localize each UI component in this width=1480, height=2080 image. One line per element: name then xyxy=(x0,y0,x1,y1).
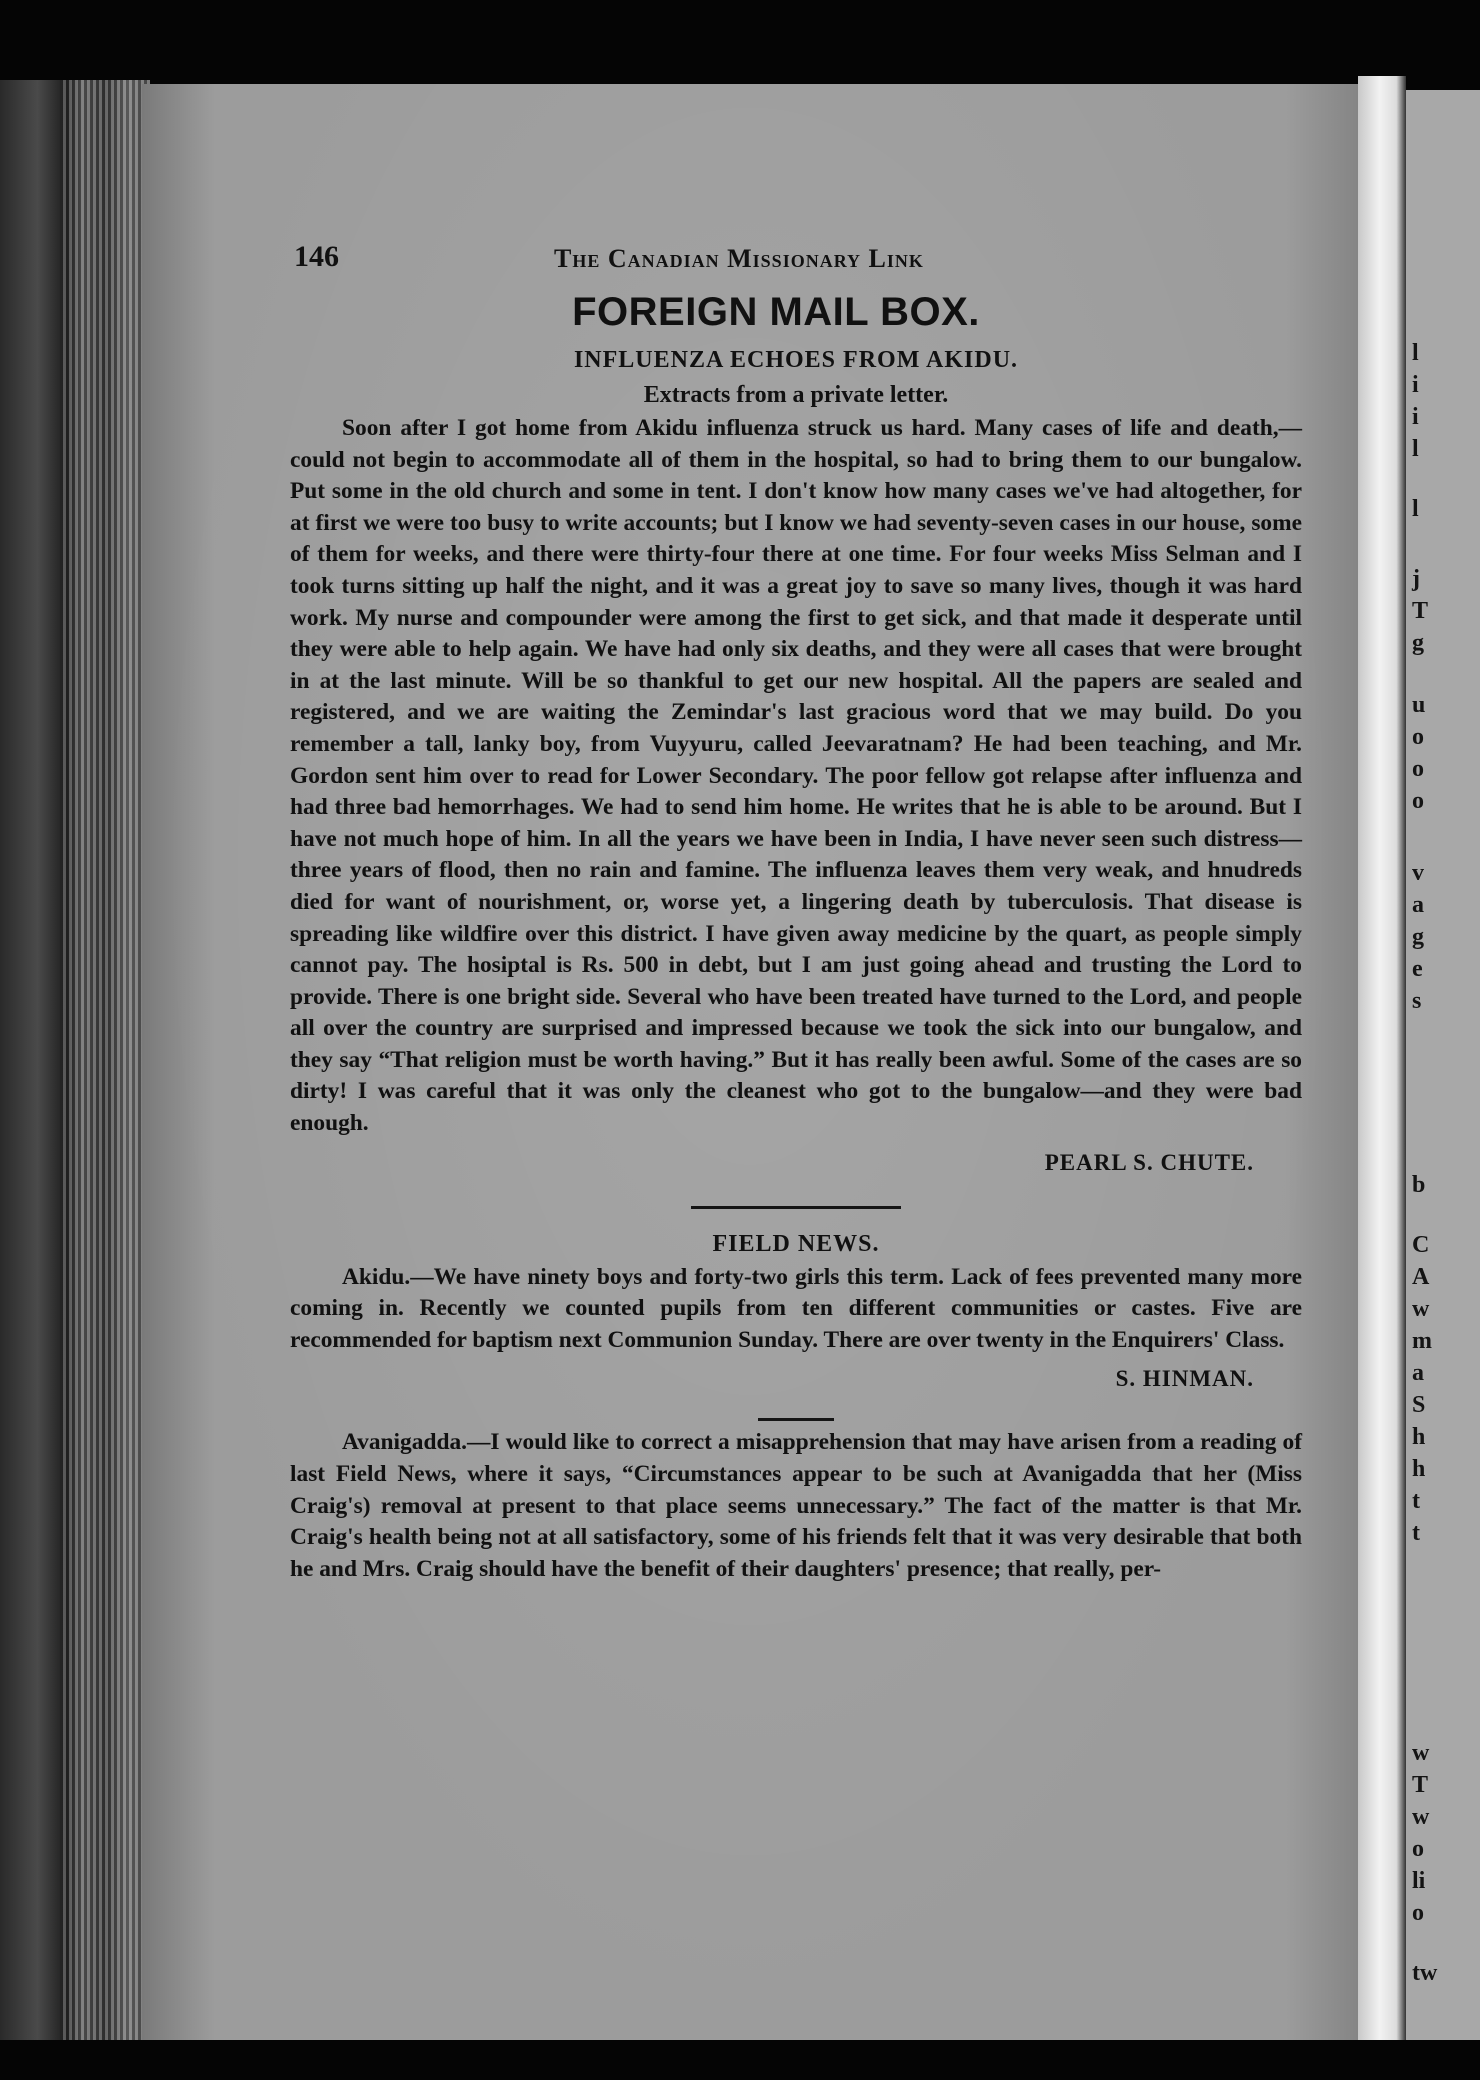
adjacent-page-fragment: a xyxy=(1412,892,1424,918)
adjacent-page-fragment: j xyxy=(1412,566,1420,592)
adjacent-page-fragment: li xyxy=(1412,1868,1426,1894)
adjacent-page-fragment: w xyxy=(1412,1740,1430,1766)
section-title: FOREIGN MAIL BOX. xyxy=(572,290,980,334)
field-news-place: Akidu. xyxy=(342,1263,411,1290)
adjacent-page-fragment: o xyxy=(1412,1900,1424,1926)
adjacent-page-fragment: t xyxy=(1412,1488,1420,1514)
article-signature: PEARL S. CHUTE. xyxy=(1044,1149,1254,1175)
adjacent-page-fragment: b xyxy=(1412,1172,1426,1198)
adjacent-page-fragment: C xyxy=(1412,1232,1430,1258)
adjacent-page-fragment: S xyxy=(1412,1392,1426,1418)
field-news-title: FIELD NEWS. xyxy=(712,1230,880,1257)
adjacent-page-fragment: e xyxy=(1412,956,1423,982)
field-news-paragraph xyxy=(290,1427,1302,1585)
adjacent-page-fragment: g xyxy=(1412,630,1424,656)
adjacent-page-fragment: w xyxy=(1412,1296,1430,1322)
adjacent-page-fragment: i xyxy=(1412,404,1419,430)
adjacent-page-fragment: A xyxy=(1412,1264,1430,1290)
page-number: 146 xyxy=(294,240,339,273)
adjacent-page-fragment: T xyxy=(1412,1772,1429,1798)
field-news-signature: S. HINMAN. xyxy=(1115,1366,1254,1392)
field-news-item xyxy=(290,1427,1302,1585)
page-edges xyxy=(60,80,150,2040)
adjacent-page-fragment: h xyxy=(1412,1424,1426,1450)
adjacent-page-fragment: a xyxy=(1412,1360,1424,1386)
adjacent-page-fragment: l xyxy=(1412,340,1419,366)
running-head xyxy=(290,240,1302,280)
section-divider xyxy=(691,1206,901,1209)
adjacent-page-fragment: o xyxy=(1412,788,1424,814)
article-title: INFLUENZA ECHOES FROM AKIDU. xyxy=(573,347,1019,373)
adjacent-page-fragment: i xyxy=(1412,372,1419,398)
adjacent-page-fragment: m xyxy=(1412,1328,1432,1354)
article-paragraph: Soon after I got home from Akidu influenza struck us hard. Many cases of life and death,—could not begin to accommodate all of them in the hospital, so had to bring them to our bungalow. Put some in the old church and some in tent. I don't know how many cases we've had altogether, for at first we were too busy to write accounts; but I know we had seventy-seven cases in our house, some of them for weeks, and there were thirty-four there at one time. For four weeks Miss Selman and I took turns sitting up half the night, and it was a great joy to save so many lives, though it was hard work. My nurse and compounder were among the first to get sick, and that made it desperate until they were able to help again. We have had only six deaths, and they were all cases that were brought in at the last minute. Will be so thankful to get our new hospital. All the papers are sealed and registered, and we are waiting the Zemindar's last gracious word that we may build. Do you remember a tall, lanky boy, from Vuyyuru, called Jeevaratnam? He had been teaching, and Mr. Gordon sent him over to read for Lower Secondary. The poor fellow got relapse after influenza and had three bad hemorrhages. We had to send him home. He writes that he is able to be around. But I have not much hope of him. In all the years we have been in India, I have never seen such distress—three years of flood, then no rain and famine. The influenza leaves them very weak, and hnudreds died for want of nourishment, or, worse yet, a lingering death by tuberculosis. That disease is spreading like wildfire over this district. I have given away medicine by the quart, as people simply cannot pay. The hosiptal is Rs. 500 in debt, but I am just going ahead and trusting the Lord to provide. There is one bright side. Several who have been treated have turned to the Lord, and people all over the country are surprised and impressed because we took the sick into our bungalow, and they say “That religion must be worth having.” But it has really been awful. Some of the cases are so dirty! I was careful that it was only the cleanest who got to the bungalow—and they were bad enough. xyxy=(290,415,1302,1137)
field-news-text: —We have ninety boys and forty-two girls this term. Lack of fees prevented many more coming in. Recently we counted pupils from ten different communities or castes. Five are recommended for baptism next Communion Sunday. There are over twenty in the Enquirers' Class. xyxy=(290,1263,1302,1353)
article-body xyxy=(290,413,1302,1140)
adjacent-page-fragment: l xyxy=(1412,496,1419,522)
page-gutter xyxy=(1358,76,1406,2040)
adjacent-page xyxy=(1406,90,1480,2040)
field-news-item xyxy=(290,1262,1302,1357)
adjacent-page-fragment: h xyxy=(1412,1456,1426,1482)
page-content xyxy=(290,240,1302,1585)
field-news-place: Avanigadda. xyxy=(342,1429,468,1456)
adjacent-page-fragment: u xyxy=(1412,692,1426,718)
field-news-paragraph xyxy=(290,1262,1302,1357)
article-subtitle: Extracts from a private letter. xyxy=(643,382,949,408)
adjacent-page-fragment: v xyxy=(1412,860,1424,886)
journal-title: The Canadian Missionary Link xyxy=(554,244,924,273)
adjacent-page-fragment: l xyxy=(1412,436,1419,462)
adjacent-page-fragment: w xyxy=(1412,1804,1430,1830)
adjacent-page-fragment: g xyxy=(1412,924,1424,950)
adjacent-page-fragment: o xyxy=(1412,1836,1424,1862)
adjacent-page-fragment: o xyxy=(1412,756,1424,782)
item-divider xyxy=(758,1418,834,1421)
field-news-text: —I would like to correct a misapprehension that may have arisen from a reading of last Field News, where it says, “Circumstances appear to be such at Avanigadda that her (Miss Craig's) removal at present to that place seems unnecessary.” The fact of the matter is that Mr. Craig's health being not at all satisfactory, some of his friends felt that it was very desirable that both he and Mrs. Craig should have the benefit of their daughters' presence; that really, per- xyxy=(290,1429,1302,1582)
adjacent-page-fragment: o xyxy=(1412,724,1424,750)
adjacent-page-fragment: t xyxy=(1412,1520,1420,1546)
adjacent-page-fragment: tw xyxy=(1412,1960,1438,1986)
adjacent-page-fragment: s xyxy=(1412,988,1422,1014)
adjacent-page-fragment: T xyxy=(1412,598,1429,624)
